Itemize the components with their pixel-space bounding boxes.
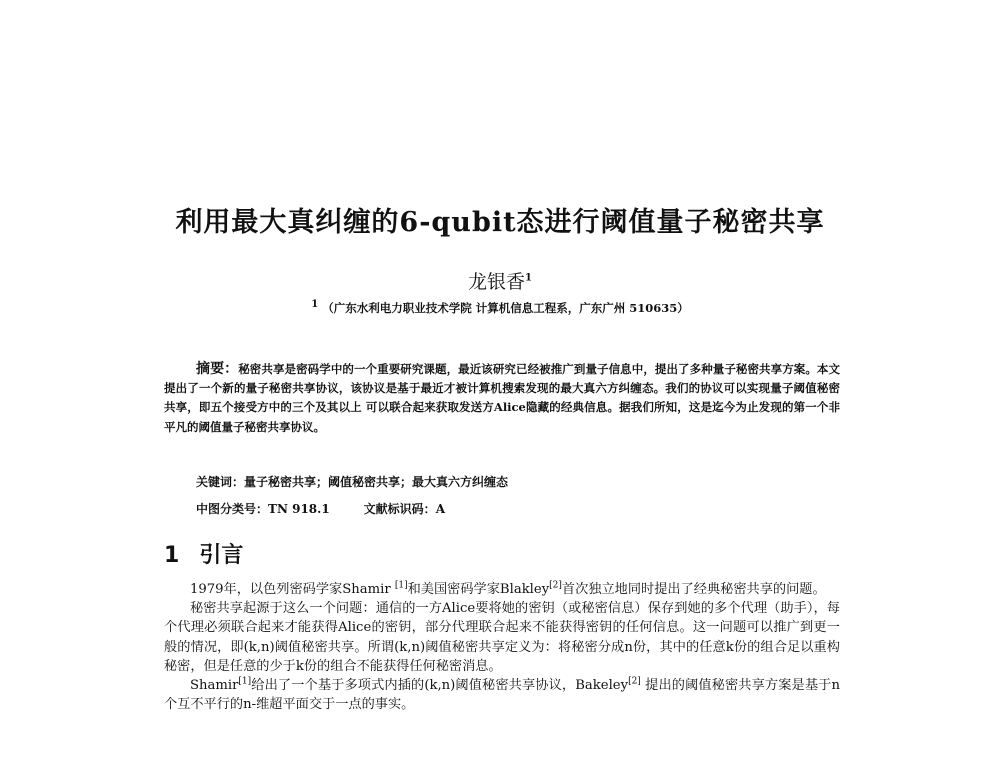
citation-ref: [2] (549, 580, 562, 591)
doc-code-value: A (435, 502, 445, 516)
paragraph-1-text-a: 1979年，以色列密码学家Shamir (190, 582, 395, 597)
paragraph-1-text-c: 首次独立地同时提出了经典秘密共享的问题。 (561, 582, 826, 597)
abstract (164, 360, 840, 437)
affiliation (0, 299, 1000, 316)
abstract-label: 摘要： (196, 361, 239, 377)
abstract-text: 秘密共享是密码学中的一个重要研究课题，最近该研究已经被推广到量子信息中，提出了多种量子秘密共享方案。本文提出了一个新的量子秘密共享协议，该协议是基于最近才被计算机搜索发现的最大真六方纠缠态。我们的协议可以实现量子阈值秘密共享，即五个接受方中的三个及其以上 可以联合起来获取发送方Alice隐藏的经典信息。据我们所知，这是迄今为止发现的第一个非平凡的阈值量子秘密共享协议。 (164, 362, 841, 434)
citation-ref: [1] (238, 676, 252, 687)
section-heading (164, 538, 243, 569)
paragraph-3 (164, 676, 840, 714)
citation-ref: [2] (628, 676, 641, 687)
doc-code-label: 文献标识码： (363, 502, 436, 516)
paragraph-3-text-a: Shamir (190, 678, 239, 694)
paper-title: 利用最大真纠缠的6-qubit态进行阈值量子秘密共享 (175, 207, 825, 238)
paragraph-1-text-b: 和美国密码学家Blakley (407, 582, 550, 597)
keywords (196, 473, 508, 490)
paragraph-3-text-c: 提出的阈值秘密共享方案是基于n个互不平行的n-维超平面交于一点的事实。 (164, 678, 840, 713)
author-line (0, 267, 1000, 294)
paragraph-2: 秘密共享起源于这么一个问题：通信的一方Alice要将她的密钥（或秘密信息）保存到她的多个代理（助手），每个代理必须联合起来才能获得Alice的密钥，部分代理联合起来不能获得密钥的任何信息。这一问题可以推广到更一般的情况，即(k,n)阈值秘密共享。所谓(k,n)阈值秘密共享定义为：将秘密分成n份，其中的任意k份的组合足以重构秘密，但是任意的少于k份的组合不能获得任何秘密消息。 (164, 601, 840, 674)
keywords-text: 量子秘密共享；阈值秘密共享；最大真六方纠缠态 (244, 475, 509, 489)
body-text (164, 580, 840, 714)
affiliation-mark: 1 (311, 299, 319, 310)
clc-value: TN 918.1 (268, 502, 330, 516)
section-number: 1 (164, 543, 180, 568)
clc-label: 中图分类号： (196, 502, 269, 516)
paragraph-3-text-b: 给出了一个基于多项式内插的(k,n)阈值秘密共享协议，Bakeley (251, 678, 629, 694)
classification (196, 500, 445, 517)
section-title: 引言 (199, 543, 244, 568)
keywords-label: 关键词： (196, 475, 245, 489)
author-name: 龙银香 (468, 271, 526, 293)
affiliation-text: （广东水利电力职业技术学院 计算机信息工程系，广东广州 510635） (322, 300, 689, 315)
paragraph-1 (164, 580, 840, 599)
author-affiliation-mark: 1 (525, 272, 532, 284)
citation-ref: [1] (394, 580, 408, 591)
